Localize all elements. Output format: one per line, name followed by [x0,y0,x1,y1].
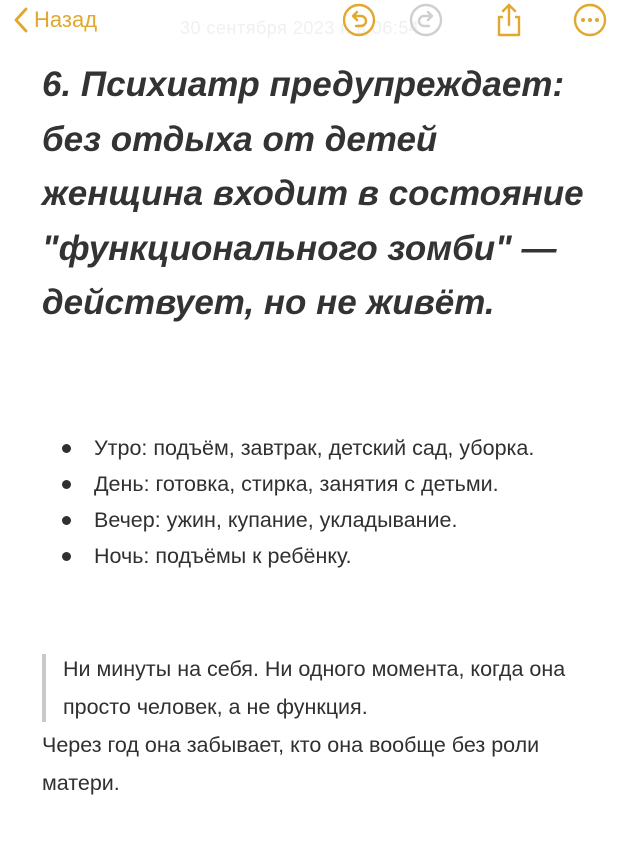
more-button[interactable] [572,2,608,38]
share-button[interactable] [491,2,527,38]
undo-button[interactable] [341,2,377,38]
list-item: Ночь: подъёмы к ребёнку. [40,538,610,574]
back-label: Назад [34,7,98,32]
redo-button[interactable] [408,2,444,38]
body-paragraph: Через год она забывает, кто она вообще без роли матери. [42,733,540,795]
block-quote: Ни минуты на себя. Ни одного момента, когда она просто человек, а не функция. [63,657,566,719]
chevron-left-icon [14,7,28,33]
more-icon [572,2,608,38]
note-date: 30 сентября 2023 г. в 06:54 [180,18,420,38]
redo-icon [408,2,444,38]
quote-bar [42,654,46,722]
back-button[interactable] [14,4,97,36]
bullet-list [40,430,610,574]
list-item: Утро: подъём, завтрак, детский сад, уборка. [40,430,610,466]
toolbar [0,0,640,44]
undo-icon [341,2,377,38]
share-icon [491,2,527,38]
note-title: 6. Психиатр предупреждает: без отдыха от детей женщина входит в состояние "функционального зомби" — действует, но не живёт. [42,65,584,322]
list-item: День: готовка, стирка, занятия с детьми. [40,466,610,502]
list-item: Вечер: ужин, купание, укладывание. [40,502,610,538]
